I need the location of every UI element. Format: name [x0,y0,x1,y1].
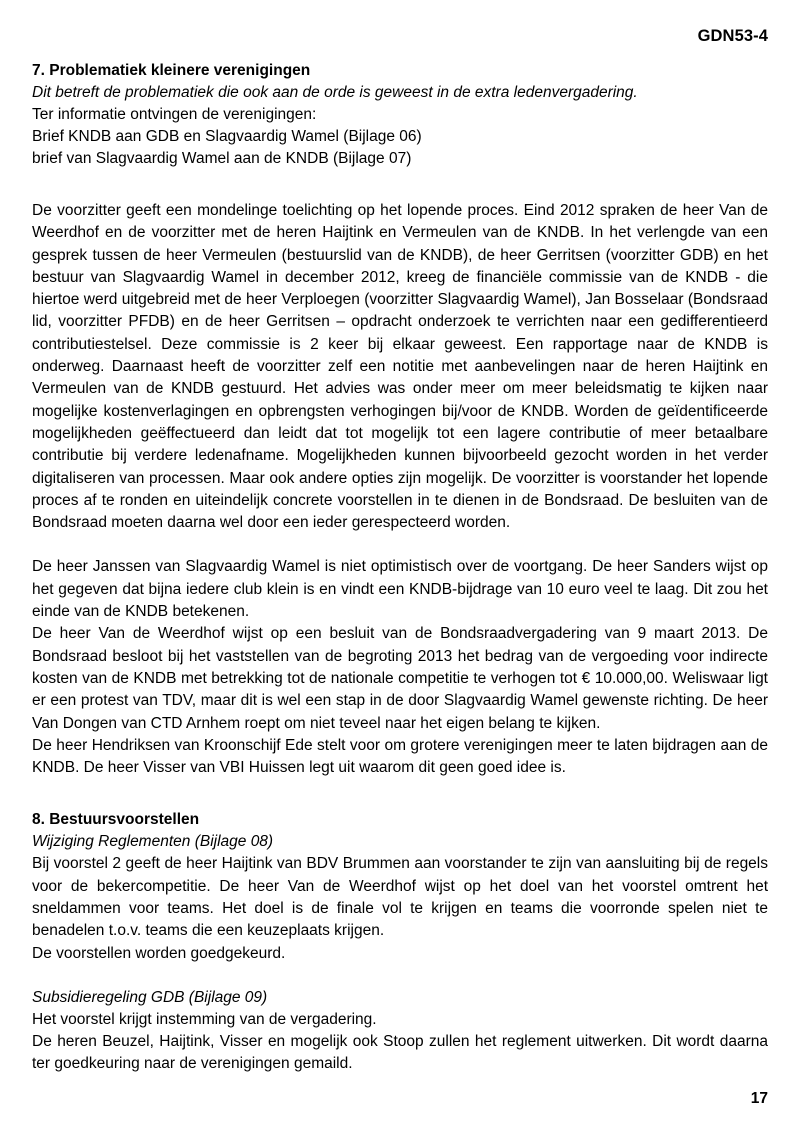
section-7-paragraph-1: De voorzitter geeft een mondelinge toelichting op het lopende proces. Eind 2012 spraken de heer Van de Weerdhof en de voorzitter met de heren Haijtink en Vermeulen van de KNDB. In het verlengde van een gesprek tussen de heer Vermeulen (bestuurslid van de KNDB), de heer Gerritsen (voorzitter GDB) en het bestuur van Slagvaardig Wamel in december 2012, kreeg de financiële commissie van de KNDB - die hiertoe werd uitgebreid met de heer Verploegen (voorzitter Slagvaardig Wamel), Jan Bosselaar (Bondsraad lid, voorzitter PFDB) en de heer Gerritsen – opdracht onderzoek te verrichten naar een gedifferentieerd contributiestelsel. Deze commissie is 2 keer bij elkaar geweest. Een rapportage naar de KNDB is onderweg. Daarnaast heeft de voorzitter zelf een notitie met aanbevelingen naar de heren Haijtink en Vermeulen van de KNDB gestuurd. Het advies was onder meer om meer beleidsmatig te kijken naar mogelijke kostenverlagingen en opbrengsten verhogingen bij/voor de KNDB. Worden de geïdentificeerde mogelijkheden geëffectueerd dan leidt dat tot mogelijk tot een lagere contributie of meer betaalbare contributie bij verdere ledenafname. Mogelijkheden kunnen bijvoorbeeld gezocht worden in het verder digitaliseren van processen. Maar ook andere opties zijn mogelijk. De voorzitter is voorstander het lopende proces af te ronden en uiteindelijk concrete voorstellen in te dienen in de Bondsraad. De besluiten van de Bondsraad moeten daarna wel door een ieder gerespecteerd worden. [32,202,768,532]
section-7-intro-line: Ter informatie ontvingen de verenigingen: [32,106,317,123]
section-8-sub-1-closing: De voorstellen worden goedgekeurd. [32,944,286,962]
section-8-sub-1-paragraph: Bij voorstel 2 geeft de heer Haijtink van BDV Brummen aan voorstander te zijn van aansluiting bij de regels voor de bekercompetitie. De heer Van de Weerdhof wijst op het doel van het voorstel omtrent het sneldammen voor teams. Het doel is de finale vol te krijgen en teams die voorronde spelen niet te benadelen t.o.v. teams die een keuzeplaats krijgen. [32,855,768,940]
document-body [32,60,768,1075]
section-7-paragraph-3: De heer Van de Weerdhof wijst op een besluit van de Bondsraadvergadering van 9 maart 2013. De Bondsraad besloot bij het vaststellen van de begroting 2013 het bedrag van de vergoeding voor indirecte kosten van de KNDB met betrekking tot de nationale competitie te verhogen tot € 10.000,00. Weliswaar ligt er een protest van TDV, maar dit is wel een stap in de door Slagvaardig Wamel gewenste richting. De heer Van Dongen van CTD Arnhem roept om niet teveel naar het eigen belang te kijken. [32,625,768,732]
document-code-header: GDN53-4 [697,27,768,45]
section-8-sub-2-line-1: Het voorstel krijgt instemming van de vergadering. [32,1010,377,1028]
section-7-paragraph-2: De heer Janssen van Slagvaardig Wamel is niet optimistisch over de voortgang. De heer Sanders wijst op het gegeven dat bijna iedere club klein is en vindt een KNDB-bijdrage van 10 euro veel te laag. Dit zou het einde van de KNDB betekenen. [32,558,768,621]
section-7-heading: 7. Problematiek kleinere verenigingen [32,62,311,79]
spacer [32,534,768,556]
section-8-sub-2-title: Subsidieregeling GDB (Bijlage 09) [32,988,268,1006]
section-8 [32,809,768,1075]
section-7-attachment-07: brief van Slagvaardig Wamel aan de KNDB (Bijlage 07) [32,150,412,167]
page-number: 17 [750,1089,768,1107]
section-7-attachment-06: Brief KNDB aan GDB en Slagvaardig Wamel (Bijlage 06) [32,128,422,145]
spacer [32,965,768,987]
section-8-heading: 8. Bestuursvoorstellen [32,811,200,829]
section-7-paragraph-4: De heer Hendriksen van Kroonschijf Ede stelt voor om grotere verenigingen meer te laten bijdragen aan de KNDB. De heer Visser van VBI Huissen legt uit waarom dit geen goed idee is. [32,736,768,777]
section-8-sub-1-title: Wijziging Reglementen (Bijlage 08) [32,833,274,851]
section-8-sub-2-paragraph: De heren Beuzel, Haijtink, Visser en mogelijk ook Stoop zullen het reglement uitwerken. Dit wordt daarna ter goedkeuring naar de verenigingen gemaild. [32,1032,768,1072]
spacer [32,779,768,809]
spacer [32,170,768,200]
section-7 [32,60,768,779]
section-7-italic-note: Dit betreft de problematiek die ook aan de orde is geweest in de extra ledenvergadering. [32,84,638,101]
